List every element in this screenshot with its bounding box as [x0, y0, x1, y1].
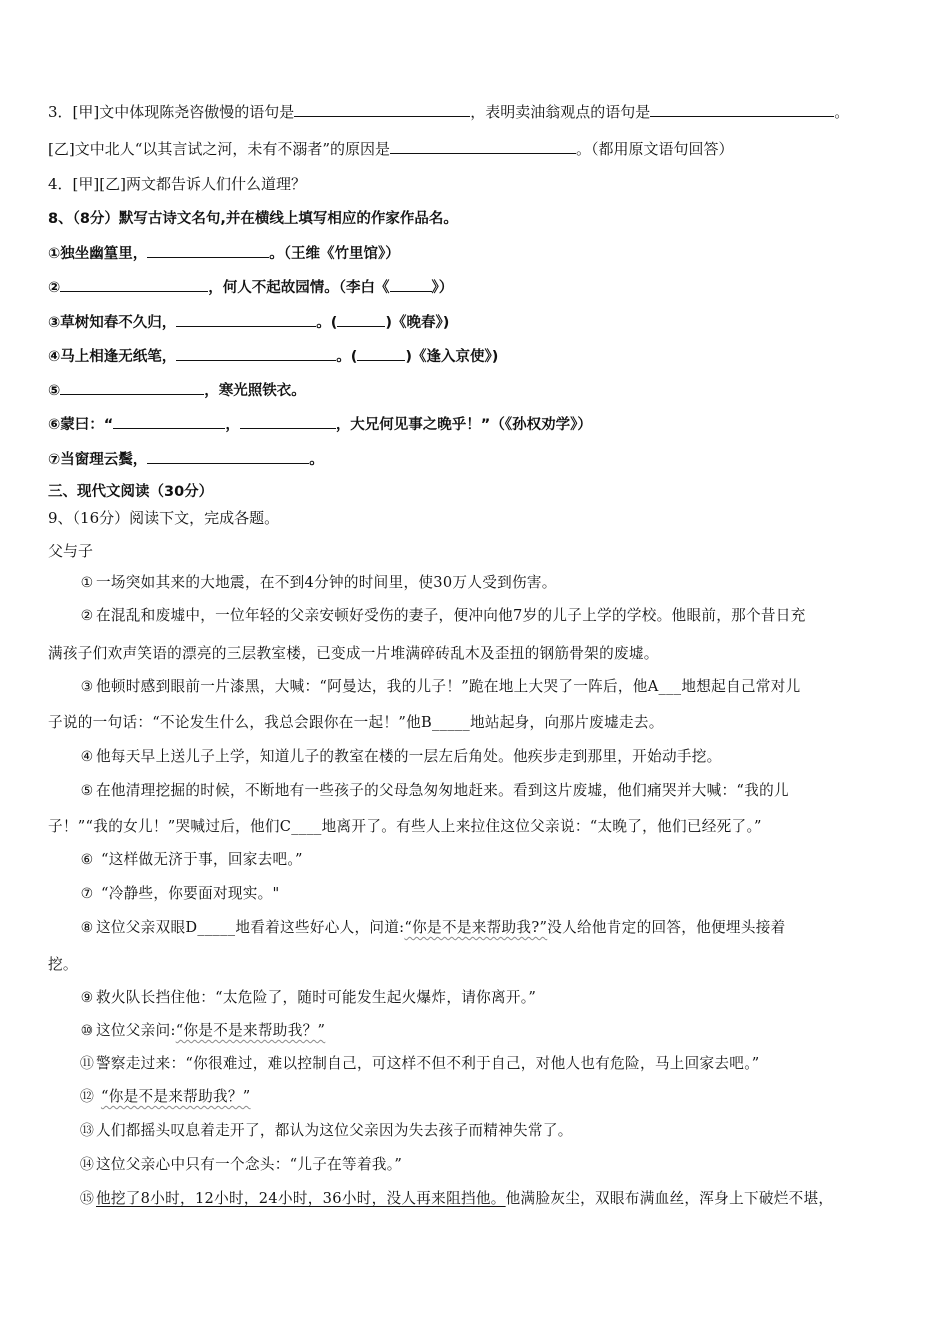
answer-blank[interactable] — [60, 277, 208, 292]
q8-item-7: ⑦当窗理云鬓， 。 — [48, 449, 324, 470]
q8-item-1: ①独坐幽篁里， 。（王维《竹里馆》） — [48, 243, 400, 264]
paragraph-2-cont: 满孩子们欢声笑语的漂亮的三层教室楼，已变成一片堆满碎砖乱木及歪扭的钢筋骨架的废墟。 — [48, 645, 659, 662]
section-title: 三、现代文阅读（30分） — [48, 484, 214, 500]
answer-blank[interactable] — [147, 449, 309, 464]
q3-text-b: ，表明卖油翁观点的语句是 — [470, 103, 651, 121]
answer-blank[interactable] — [176, 346, 336, 361]
answer-blank[interactable] — [294, 102, 470, 117]
paragraph-2: ② 在混乱和废墟中，一位年轻的父亲安顿好受伤的妻子，便冲向他7岁的儿子上学的学校。他眼前，那个昔日充 — [80, 607, 806, 624]
paragraph-5: ⑤ 在他清理挖掘的时候，不断地有一些孩子的父母急匆匆地赶来。看到这片废墟，他们痛哭并大喊：“我的儿 — [80, 782, 789, 799]
q8-item-3: ③草树知春不久归， 。( )《晚春》) — [48, 312, 449, 333]
q3-line2 — [48, 139, 734, 159]
paragraph-12: ⑫ “你是不是来帮助我？” — [79, 1088, 251, 1105]
answer-blank[interactable] — [337, 312, 385, 327]
paragraph-4: ④ 他每天早上送儿子上学，知道儿子的教室在楼的一层左后角处。他疾步走到那里，开始动手挖。 — [80, 748, 722, 765]
q8-item-6: ⑥蒙曰：“ ， ，大兄何见事之晚乎！”（《孙权劝学》） — [48, 414, 592, 435]
paragraph-6: ⑥ “这样做无济于事，回家去吧。” — [80, 851, 303, 868]
answer-blank[interactable] — [147, 243, 269, 258]
answer-blank[interactable] — [357, 346, 405, 361]
paragraph-10: ⑩ 这位父亲问:“你是不是来帮助我？” — [80, 1022, 326, 1039]
paragraph-14: ⑭ 这位父亲心中只有一个念头：“儿子在等着我。” — [79, 1156, 403, 1173]
paragraph-1: ① 一场突如其来的大地震，在不到4分钟的时间里，使30万人受到伤害。 — [80, 574, 557, 591]
paragraph-11: ⑪ 警察走过来：“你很难过，难以控制自己，可这样不但不利于自己，对他人也有危险，马上回家去吧。” — [79, 1055, 760, 1072]
q8-item-5: ⑤ ，寒光照铁衣。 — [48, 380, 306, 401]
answer-blank[interactable] — [390, 139, 576, 154]
answer-blank[interactable] — [60, 380, 204, 395]
q3-text-a: 3．[甲]文中体现陈尧咨傲慢的语句是 — [48, 103, 295, 121]
q4-question: 4．[甲][乙]两文都告诉人们什么道理？ — [48, 175, 306, 193]
paragraph-13: ⑬ 人们都摇头叹息着走开了，都认为这位父亲因为失去孩子而精神失常了。 — [79, 1122, 573, 1139]
paragraph-3: ③ 他顿时感到眼前一片漆黑，大喊：“阿曼达，我的儿子！”跪在地上大哭了一阵后，他A___地想起自己常对儿 — [80, 678, 801, 695]
q8-item-2: ② ，何人不起故园情。（李白《 》） — [48, 277, 453, 298]
q8-item-4: ④马上相逢无纸笔， 。( )《逢入京使》) — [48, 346, 498, 367]
paragraph-15: ⑮ 他挖了8小时，12小时，24小时，36小时，没人再来阻挡他。他满脸灰尘，双眼布满血丝，浑身上下破烂不堪， — [79, 1190, 834, 1207]
paragraph-3-cont: 子说的一句话：“不论发生什么，我总会跟你在一起！”他B_____地站起身，向那片废墟走去。 — [48, 714, 664, 731]
q9-intro: 9、（16分）阅读下文，完成各题。 — [48, 509, 280, 527]
answer-blank[interactable] — [113, 414, 225, 429]
article-title: 父与子 — [48, 542, 94, 560]
q8-title: 8、（8分）默写古诗文名句,并在横线上填写相应的作家作品名。 — [48, 211, 458, 227]
paragraph-5-cont: 子！”“我的女儿！”哭喊过后，他们C____地离开了。有些人上来拉住这位父亲说：“太晚了，他们已经死了。” — [48, 818, 762, 835]
q3-line1: 3．[甲]文中体现陈尧咨傲慢的语句是 ，表明卖油翁观点的语句是 。 — [48, 103, 850, 121]
paragraph-7: ⑦ “冷静些，你要面对现实。" — [80, 885, 280, 902]
paragraph-8: ⑧ 这位父亲双眼D_____地看着这些好心人，问道:“你是不是来帮助我?”没人给他肯定的回答，他便埋头接着 — [80, 919, 786, 936]
answer-blank[interactable] — [240, 414, 336, 429]
answer-blank[interactable] — [650, 102, 834, 117]
answer-blank[interactable] — [390, 277, 432, 292]
paragraph-9: ⑨ 救火队长挡住他：“太危险了，随时可能发生起火爆炸，请你离开。” — [80, 989, 537, 1006]
q3-text-c: [乙]文中北人“以其言试之河，未有不溺者”的原因是 — [48, 140, 391, 158]
paragraph-8-cont: 挖。 — [48, 956, 78, 973]
answer-blank[interactable] — [176, 312, 316, 327]
q3-text-d: 。（都用原文语句回答） — [576, 140, 734, 158]
